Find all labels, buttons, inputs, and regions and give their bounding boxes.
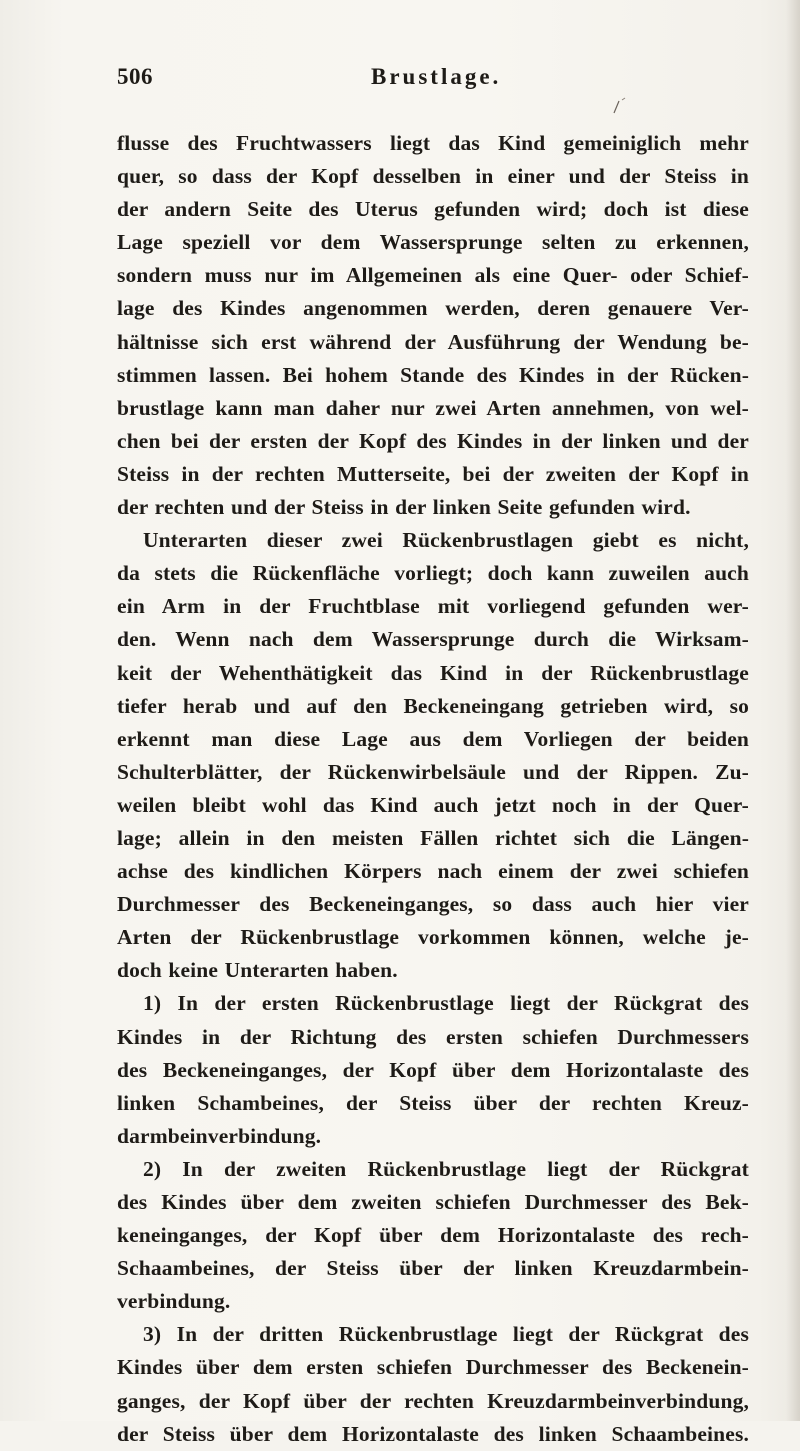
text-line: 3) In der dritten Rückenbrustlage liegt der Rückgrat des — [143, 1322, 749, 1347]
text-line: keit der Wehenthätigkeit das Kind in der Rückenbrustlage — [117, 660, 749, 685]
text-line: Durchmesser des Beckeneinganges, so dass auch hier vier — [117, 892, 749, 917]
text-line: Arten der Rückenbrustlage vorkommen können, welche je- — [117, 925, 749, 950]
text-line: Schulterblätter, der Rückenwirbelsäule und der Rippen. Zu- — [117, 759, 749, 784]
text-line: da stets die Rückenfläche vorliegt; doch kann zuweilen auch — [117, 561, 749, 586]
text-line: Lage speziell vor dem Wassersprunge selten zu erkennen, — [117, 230, 749, 255]
text-line: ganges, der Kopf über der rechten Kreuzdarmbeinverbindung, — [117, 1388, 749, 1413]
text-line: flusse des Fruchtwassers liegt das Kind gemeiniglich mehr — [117, 131, 749, 155]
page-number: 506 — [117, 64, 153, 89]
text-line: sondern muss nur im Allgemeinen als eine Quer- oder Schief- — [117, 263, 749, 288]
text-line: der andern Seite des Uterus gefunden wird; doch ist diese — [117, 197, 749, 222]
text-line: Kindes über dem ersten schiefen Durchmesser des Beckenein- — [117, 1355, 749, 1380]
text-line: achse des kindlichen Körpers nach einem der zwei schiefen — [117, 859, 749, 884]
text-line: des Beckeneinganges, der Kopf über dem Horizontalaste des — [117, 1057, 749, 1082]
text-line: erkennt man diese Lage aus dem Vorliegen der beiden — [117, 726, 749, 751]
text-line: verbindung. — [117, 1289, 231, 1314]
body-text — [117, 127, 749, 1451]
page-edge-shadow — [786, 0, 800, 1421]
text-line: hältnisse sich erst während der Ausführung der Wendung be- — [117, 329, 749, 354]
text-line: quer, so dass der Kopf desselben in einer und der Steiss in — [117, 164, 749, 189]
text-line: lage; allein in den meisten Fällen richtet sich die Längen- — [117, 825, 749, 850]
running-title: Brustlage. — [371, 64, 502, 89]
text-line: 2) In der zweiten Rückenbrustlage liegt der Rückgrat — [143, 1156, 749, 1181]
text-line: ein Arm in der Fruchtblase mit vorliegend gefunden wer- — [117, 594, 749, 619]
text-line: chen bei der ersten der Kopf des Kindes in der linken und der — [117, 428, 749, 453]
text-line: brustlage kann man daher nur zwei Arten annehmen, von wel- — [117, 395, 749, 420]
text-line: weilen bleibt wohl das Kind auch jetzt noch in der Quer- — [117, 792, 749, 817]
text-line: des Kindes über dem zweiten schiefen Durchmesser des Bek- — [117, 1190, 749, 1214]
text-line: 1) In der ersten Rückenbrustlage liegt der Rückgrat des — [143, 991, 749, 1016]
text-line: tiefer herab und auf den Beckeneingang getrieben wird, so — [117, 693, 749, 718]
text-line: der rechten und der Steiss in der linken Seite gefunden wird. — [117, 495, 691, 520]
text-line: Unterarten dieser zwei Rückenbrustlagen giebt es nicht, — [143, 528, 749, 553]
text-line: linken Schambeines, der Steiss über der rechten Kreuz- — [117, 1090, 749, 1115]
text-line: Kindes in der Richtung des ersten schiefen Durchmessers — [117, 1024, 749, 1049]
text-line: Schaambeines, der Steiss über der linken Kreuzdarmbein- — [117, 1256, 749, 1281]
text-line: stimmen lassen. Bei hohem Stande des Kindes in der Rücken- — [117, 362, 749, 387]
text-line: den. Wenn nach dem Wassersprunge durch die Wirksam- — [117, 627, 749, 652]
text-line: darmbeinverbindung. — [117, 1123, 322, 1148]
text-line: Steiss in der rechten Mutterseite, bei der zweiten der Kopf in — [117, 461, 749, 486]
text-line: der Steiss über dem Horizontalaste des linken Schaambeines. — [117, 1421, 749, 1446]
text-line: keneinganges, der Kopf über dem Horizontalaste des rech- — [117, 1223, 749, 1248]
text-line: doch keine Unterarten haben. — [117, 958, 398, 983]
running-head — [117, 64, 737, 100]
text-line: lage des Kindes angenommen werden, deren genauere Ver- — [117, 296, 749, 321]
